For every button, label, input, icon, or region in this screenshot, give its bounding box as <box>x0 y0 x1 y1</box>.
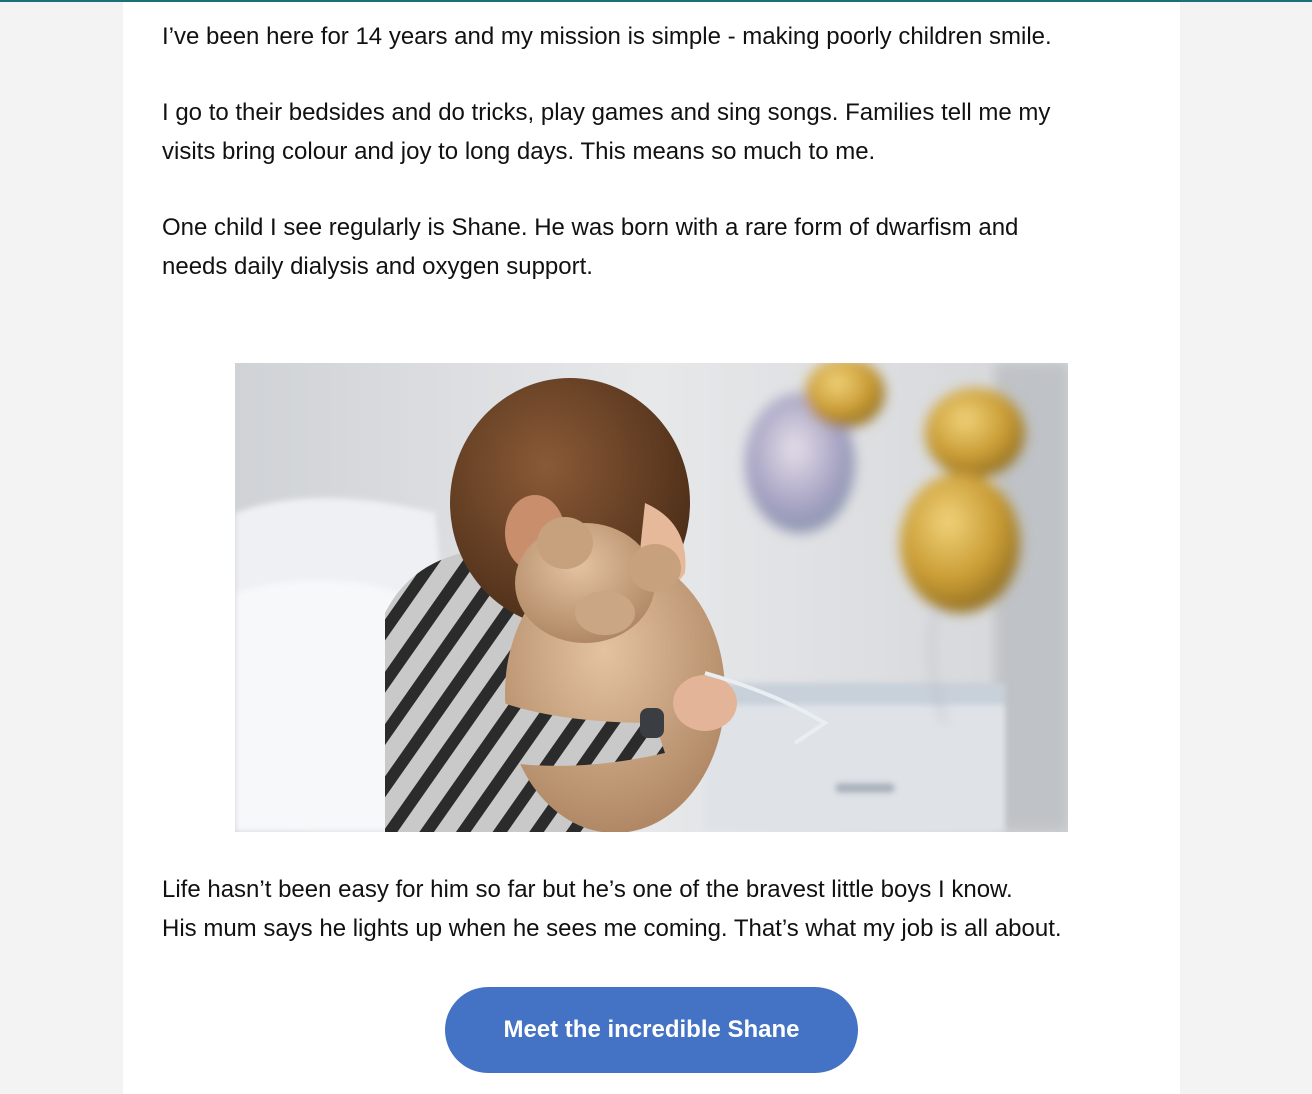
story-line: visits bring colour and joy to long days. This means so much to me. <box>162 137 876 165</box>
story-paragraph-bravery <box>162 871 1152 948</box>
story-paragraph-shane <box>162 209 1152 286</box>
meet-shane-button[interactable]: Meet the incredible Shane <box>445 987 858 1073</box>
story-paragraph-intro <box>162 18 1152 57</box>
story-paragraph-visits <box>162 94 1152 171</box>
story-line: One child I see regularly is Shane. He was born with a rare form of dwarfism and <box>162 214 1019 241</box>
story-photo <box>235 363 1068 832</box>
story-line: Life hasn’t been easy for him so far but he’s one of the bravest little boys I know. <box>162 876 1013 903</box>
story-line: needs daily dialysis and oxygen support. <box>162 252 593 280</box>
story-line: His mum says he lights up when he sees me coming. That’s what my job is all about. <box>162 914 1062 942</box>
email-body <box>123 2 1180 1094</box>
story-line: I go to their bedsides and do tricks, play games and sing songs. Families tell me my <box>162 99 1051 126</box>
story-line: I’ve been here for 14 years and my mission is simple - making poorly children smile. <box>162 23 1052 50</box>
